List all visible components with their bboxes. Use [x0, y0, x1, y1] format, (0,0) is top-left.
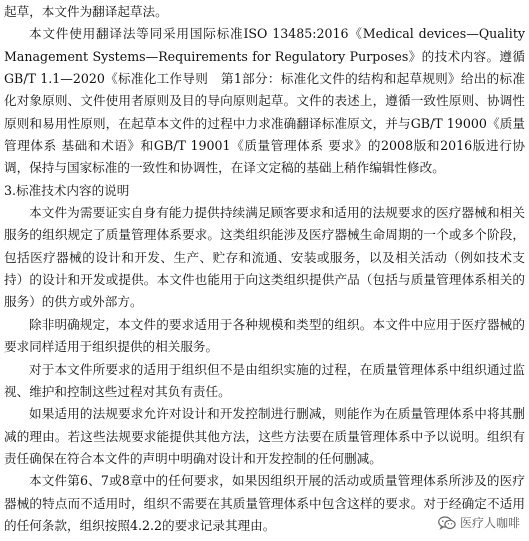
paragraph-adoption-statement: 本文件使用翻译法等同采用国际标准ISO 13485:2016《Medical devices—Quality Management Systems—Requirements for Regulatory Purposes》的技术内容。遵循GB/T 1.1—2020《标准化工作导则 第1部分：标准化文件的结构和起草规则》给出的标准化对象原则、文件使用者原则及目的导向原则起草。文件的表述上，遵循一致性原则、协调性原则和易用性原则，在起草本文件的过程中力求准确翻译标准原文，并与GB/T 19000《质量管理体系 基础和术语》和GB/T 19001《质量管理体系 要求》的2008版和2016版进行协调，保持与国家标准的一致性和协调性，在译文定稿的基础上稍作编辑性修改。 — [4, 26, 525, 176]
wechat-icon — [438, 516, 456, 530]
paragraph-applicability: 除非明确规定，本文件的要求适用于各种规模和类型的组织。本文件中应用于医疗器械的要求同样适用于组织提供的相关服务。 — [4, 316, 525, 355]
watermark — [435, 513, 523, 532]
paragraph-drafting-method: 起草，本文件为翻译起草法。 — [4, 4, 168, 19]
paragraph-design-exclusion: 如果适用的法规要求允许对设计和开发控制进行删减，则能作为在质量管理体系中将其删减的理由。若这些法规要求能提供其他方法，这些方法要在质量管理体系中予以说明。组织有责任确保在符合本文件的声明中明确对设计和开发控制的任何删减。 — [4, 406, 525, 466]
paragraph-non-applicable-clauses: 本文件第6、7或8章中的任何要求，如果因组织开展的活动或质量管理体系所涉及的医疗器械的特点而不适用时，组织不需要在其质量管理体系中包含这样的要求。对于经确定不适用的任何条款，组织按照4.2.2的要求记录其理由。 — [4, 473, 525, 533]
document-page — [4, 1, 525, 537]
paragraph-scope: 本文件为需要证实自身有能力提供持续满足顾客要求和适用的法规要求的医疗器械和相关服务的组织规定了质量管理体系要求。这类组织能涉及医疗器械生命周期的一个或多个阶段，包括医疗器械的设计和开发、生产、贮存和流通、安装或服务，以及相关活动（例如技术支持）的设计和开发或提供。本文件也能用于向这类组织提供产品（包括与质量管理体系相关的服务）的供方或外部方。 — [4, 205, 525, 310]
section-heading-technical-content: 3.标准技术内容的说明 — [4, 182, 130, 198]
paragraph-outsourced-processes: 对于本文件所要求的适用于组织但不是由组织实施的过程，在质量管理体系中组织通过监视、维护和控制这些过程对其负有责任。 — [4, 361, 525, 399]
watermark-label: 医疗人咖啡 — [459, 516, 520, 530]
